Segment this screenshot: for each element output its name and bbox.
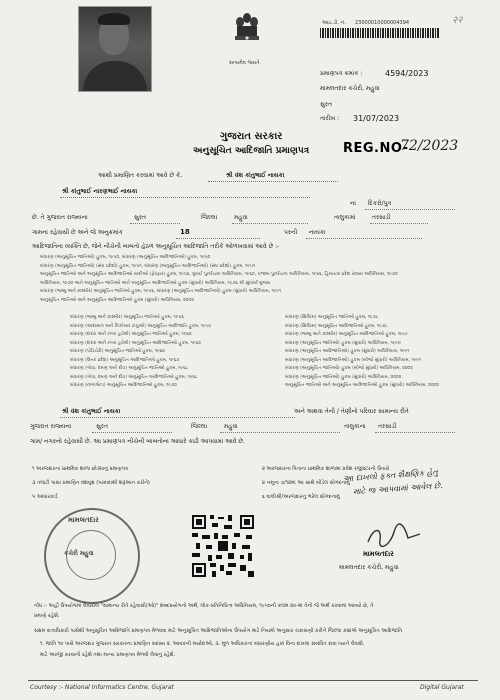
tribe-line: આદિજાતિના વ્યક્તિ છે, જેને નીચેની બાબતો હેઠળ અનુસૂચિત આદિજાતિ તરીકે ઓળખવામાં આવે છે :-	[32, 243, 280, 250]
residence-text1: અને અથવા તેની / તેણીનો પરિવાર સામાન્ય રીતે	[294, 408, 409, 415]
date-label: તારીખ :	[320, 115, 340, 122]
footer-rule	[28, 680, 478, 681]
place-name: સુરત	[320, 101, 332, 108]
serial-barcode	[320, 28, 440, 38]
applicant-photo	[78, 6, 152, 92]
serial-label: આઇ.ડી. નં.	[322, 20, 346, 26]
orders-left-list: બંધારણ (જમ્મુ અને કાશ્મીર) અનુસૂચિત જાતિઓ હુકમ, ૧૯૫૬ બંધારણ (આંદામાન અને નિકોબાર ટાપુઓ) અનુસૂચિત આદિજાતિ હુકમ, ૧૯૫૯ બંધારણ (દાદરા અને નગર હવેલી) અનુસૂચિત જાતિઓ હુકમ, ૧૯૬૨ બંધારણ (દાદરા અને નગર હવેલી) અનુસૂચિત આદિજાતિઓ હુકમ, ૧૯૬૨ બંધારણ (પોંડિચેરી) અનુસૂચિત જાતિઓ હુકમ, ૧૯૬૪ બંધારણ (ઉત્તર પ્રદેશ) અનુસૂચિત આદિજાતિઓ હુકમ, ૧૯૬૭ બંધારણ (ગોવા, દમણ અને દીવ) અનુસૂચિત જાતિઓ હુકમ, ૧૯૬૮ બંધારણ (ગોવા, દમણ અને દીવ) અનુસૂચિત આદિજાતિઓ હુકમ, ૧૯૬૮ બંધારણ (નાગાલેન્ડ) અનુસૂચિત આદિજાતિઓ હુકમ, ૧૯૭૦	[70, 315, 212, 388]
signature-scribble	[364, 522, 424, 552]
date-value: 31/07/2023	[353, 114, 400, 123]
relation: દિકરો/પુત્ર	[368, 200, 392, 207]
certificate-no-label: પ્રમાણપત્ર ક્રમાંક :	[320, 70, 363, 77]
serial-value: 23000010000004394	[355, 20, 410, 26]
certify-text: આથી પ્રમાણિત કરવામાં આવે છે કે,	[98, 172, 183, 179]
emblem-caption: સત્યમેવ જયતે	[229, 60, 260, 66]
basis-item-6: ૬ વાલીશ્રી/અરજદારનું ભરેલ સોગંદનામું	[262, 494, 340, 500]
district-value: સુરત	[134, 214, 146, 221]
office-name: મામલતદાર કચેરી, મહુવા	[320, 85, 380, 92]
residence-district-label: જિલ્લા	[191, 423, 208, 430]
state-line: છે. તે ગુજરાત રાજ્યના	[32, 214, 88, 221]
footer-right: Digital Gujarat	[420, 684, 464, 691]
tribe-name: નાયકા	[309, 229, 326, 236]
office-seal	[44, 508, 140, 604]
orders-right-list: બંધારણ (સિક્કિમ) અનુસૂચિત જાતિઓ હુકમ, ૧૯૭૮ બંધારણ (સિક્કિમ) અનુસૂચિત આદિજાતિઓ હુકમ, ૧૯૭૮ બંધારણ (જમ્મુ અને કાશ્મીર) અનુસૂચિત આદિજાતિઓ હુકમ, ૧૯૮૯ બંધારણ (અનુસૂચિત જાતિઓ) હુકમ (સુધારો) અધિનિયમ, ૧૯૯૦ બંધારણ (અનુસૂચિત આદિજાતિઓ) હુકમ (સુધારો) અધિનિયમ, ૧૯૯૧ બંધારણ (અનુસૂચિત આદિજાતિઓ) હુકમ (બીજો સુધારો) અધિનિયમ, ૧૯૯૧ બંધારણ (અનુસૂચિત જાતિઓ) હુકમ (બીજો સુધારો) અધિનિયમ, ૨૦૦૨ બંધારણ (અનુસૂચિત જાતિઓ) હુકમ (સુધારો) અધિનિયમ, ૨૦૦૨ અનુસૂચિત જાતિઓ અને અનુસૂચિત આદિજાતિઓ હુકમ (સુધારો) અધિનિયમ, ૨૦૦૨	[285, 315, 439, 388]
certificate-no-value: 4594/2023	[385, 69, 429, 78]
note-line-1: નોંધ :- અહીં ઉપયોગમાં લેવાયેલ "સામાન્ય રીતે રહેવાસી(ઓ)" શબ્દપ્રયોગનો અર્થ, લોક-પ્રતિનિધિત્વ અધિનિયમ, ૧૯૫૦ની કલમ ૨૦-માં તેનો જે અર્થ કરવામાં આવ્યો છે, તે	[34, 603, 374, 609]
handwritten-note-line2: માટે જ આપવામાં આવેલ છે.	[352, 480, 444, 497]
father-name: શ્રી કાંતુભાઈ નારણભાઈ નાયકા	[62, 188, 138, 195]
signatory-title: મામલતદાર	[363, 550, 394, 558]
seal-ring-text: મામલતદાર	[68, 516, 99, 524]
note-line-2: પ્રમાણે રહેશે.	[34, 613, 60, 619]
residence-state: ગુજરાત રાજ્યના	[30, 423, 72, 430]
note-line-5: માટે અરજી કરવાની રહેશે તથા માન્ય પ્રમાણપત્ર મેળવી લેવાનું રહેશે.	[40, 652, 176, 658]
national-emblem-icon	[232, 10, 262, 56]
reg-no-value: 72/2023	[400, 138, 459, 154]
handwritten-note-line1: આ દાખલો ફક્ત શૈક્ષણિક હેતુ	[342, 467, 439, 484]
certify-name: શ્રી વંશ કાંતુભાઈ નાયકા	[226, 172, 285, 179]
orders-list: બંધારણ (અનુસૂચિત જાતિઓ) હુકમ, ૧૯૫૦, બંધારણ (અનુસૂચિત આદિજાતિઓ) હુકમ, ૧૯૫૦ બંધારણ (અનુસૂચિત જાતિઓ) (સંઘ પ્રદેશો) હુકમ, ૧૯૫૧, બંધારણ (અનુસૂચિત આદિજાતિઓ) (સંઘ પ્રદેશો) હુકમ, ૧૯૫૧ અનુસૂચિત જાતિઓ અને અનુસૂચિત આદિજાતિઓ યાદીઓ (ફેરફાર) હુકમ, ૧૯૫૬, મુંબઈ પુનર્રચના અધિનિયમ, ૧૯૬૦, પંજાબ પુનર્રચના અધિનિયમ, ૧૯૬૬, હિમાચલ પ્રદેશ રાજ્ય અધિનિયમ, ૧૯૭૦ અધિનિયમ, ૧૯૭૦ અને અનુસૂચિત જાતિઓ અને અનુસૂચિત આદિજાતિઓ હુકમ (સુધારો) અધિનિયમ, ૧૯૭૬ થી સુધાર્યા મુજબ બંધારણ (જમ્મુ અને કાશ્મીર) અનુસૂચિત જાતિઓ હુકમ, ૧૯૫૬, બંધારણ (અનુસૂચિત આદિજાતિઓ) હુકમ (સુધારો) અધિનિયમ, ૧૯૯૧ અનુસૂચિત જાતિઓ અને અનુસૂચિત આદિજાતિઓ હુકમ (સુધારો) અધિનિયમ, ૨૦૦૨	[40, 255, 398, 303]
village-value: તરસાડી	[372, 214, 391, 221]
basis-item-3: ૩ તલાટી પાસા પ્રમાણિત વંશવૃક્ષ (પરદાદાથી શરૂઆત કરીને)	[32, 480, 150, 486]
basis-item-2: ૨ અરજદારના પિતાના પ્રાથમિક શાળામાં પ્રવેશ રજીસ્ટરનો ઉતારો	[262, 466, 390, 472]
district-label: જિલ્લા	[201, 214, 218, 221]
serial-no-label: પરની	[284, 229, 298, 236]
na-text: ના	[350, 200, 356, 207]
government-title: ગુજરાત સરકાર	[220, 131, 283, 142]
certificate-title: અનુસૂચિત આદિજાતિ પ્રમાણપત્ર	[193, 146, 310, 156]
village-line: ગામના રહેવાસી છે અને જે અનુક્રમાંક	[32, 229, 123, 236]
qr-code-icon	[190, 513, 256, 579]
serial-no: 18	[180, 228, 190, 236]
note-line-4: ૧. જાતિ ૧૦ પાસે અરજદાર ગુજરાત સરકારના પ્રમાણિત સદસ્ય ૨. આવકની મર્યાદાઓ, ૩. મૂળ અધિકારનાં બંધારણીય હક્ક વિના દાખલા સંબંધિત દાવા ધ્યાને લેવાશે.	[40, 641, 365, 647]
seal-center-text: કચેરી મહુવા	[64, 550, 94, 557]
signatory-office: મામલતદાર કચેરી, મહુવા	[339, 564, 399, 571]
basis-item-4: ૪ નમૂના ૭/૧૨માં આ સાથે બીડેલ સોગંદનામું	[262, 480, 350, 486]
corner-mark: २२	[452, 15, 463, 26]
residence-text2: ગામ/ નગરનો રહેવાસી છે. આ પ્રમાણપત્ર નીચેની બાબતોના આધારે કાઢી આપવામાં આવે છે.	[30, 438, 245, 445]
taluka-value: મહુવા	[234, 214, 248, 221]
residence-district: સુરત	[96, 423, 108, 430]
note-line-3: સક્ષમ સત્તાધિકારી પાસેથી અનુસૂચિત આદિજાતિ પ્રમાણપત્ર મેળવવા માટે અનુસૂચિત આદિજાતિઓના ઉપયોગ માટે નિયમો અનુસાર ચકાસણી કરીને જિલ્લા કક્ષાએ અનુસૂચિત આદિજાતિ	[34, 628, 403, 634]
residence-name: શ્રી વંશ કાંતુભાઈ નાયકા	[62, 408, 121, 415]
basis-item-5: ૫ આધારકાર્ડ	[32, 494, 58, 500]
reg-no-label: REG.NO-	[343, 141, 409, 156]
basis-item-1: ૧ અરજદારના પ્રાથમિક શાળા છોડ્યાનું પ્રમાણપત્ર	[32, 466, 129, 472]
residence-taluka-label: તાલુકાના	[344, 423, 366, 430]
residence-village: તરસાડી	[378, 423, 397, 430]
taluka-label: તાલુકામાં	[334, 214, 356, 221]
residence-taluka: મહુવા	[224, 423, 238, 430]
footer-courtesy: Courtesy :- National Informatics Centre, Gujarat	[30, 684, 174, 691]
